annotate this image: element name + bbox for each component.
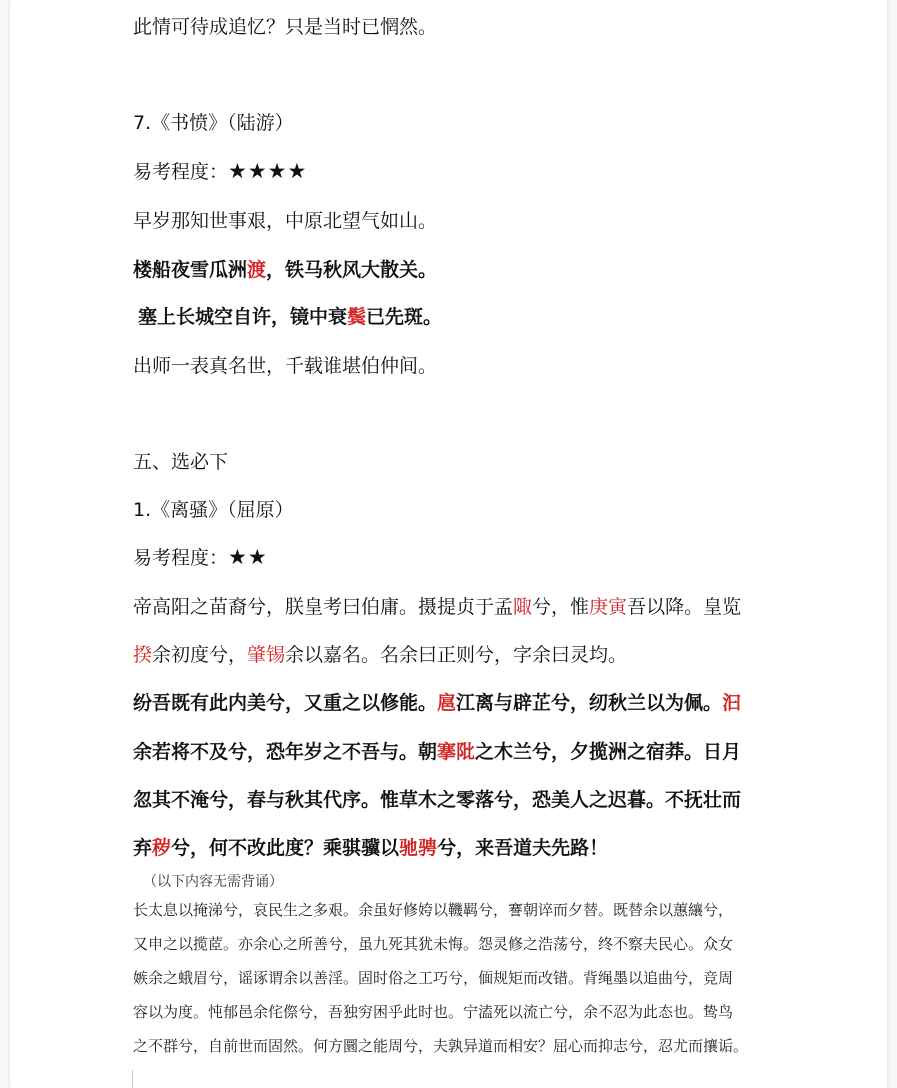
poem7-line-3: 塞上长城空自许，镜中衰鬓已先斑。 [138,306,443,328]
key-char: 鬓 [347,306,367,328]
key-char: 揆 [133,644,153,666]
lisao-bold-line-1: 纷吾既有此内美兮，又重之以修能。扈江离与辟芷兮，纫秋兰以为佩。汩 [133,692,742,714]
lisao-line-1: 帝高阳之苗裔兮，朕皇考曰伯庸。摄提贞于孟陬兮，惟庚寅吾以降。皇览 [133,596,742,618]
lisao-bold-line-4: 弃秽兮，何不改此度？乘骐骥以驰骋兮，来吾道夫先路！ [133,837,609,859]
key-char: 扈 [437,692,457,714]
document-page [10,0,887,1088]
key-char: 汩 [722,692,742,714]
prev-poem-tail: 此情可待成追忆？只是当时已惘然。 [133,16,438,38]
lisao-title: 1.《离骚》（屈原） [133,499,294,521]
poem7-difficulty [133,157,307,184]
small-text-line: 容以为度。忳郁邑余侘傺兮，吾独穷困乎此时也。宁溘死以流亡兮，余不忍为此态也。鸷鸟 [133,1003,734,1021]
page-margin-guide [132,1070,133,1088]
difficulty-label: 易考程度： [133,547,229,569]
small-text-line: 之不群兮，自前世而固然。何方圜之能周兮，夫孰异道而相安？屈心而抑志兮，忍尤而攘诟。 [133,1037,749,1055]
small-text-line: 嫉余之蛾眉兮，谣诼谓余以善淫。固时俗之工巧兮，偭规矩而改错。背绳墨以追曲兮，竞周 [133,969,734,987]
lisao-difficulty [133,543,268,570]
key-char: 渡 [247,259,267,281]
key-char: 搴阰 [437,741,476,763]
poem7-line-4: 出师一表真名世，千载谁堪伯仲间。 [133,355,438,377]
key-char: 秽 [152,837,172,859]
lisao-bold-line-2: 余若将不及兮，恐年岁之不吾与。朝搴阰之木兰兮，夕揽洲之宿莽。日月 [133,741,742,763]
key-char: 肇锡 [247,644,286,666]
no-recite-note: （以下内容无需背诵） [143,874,283,890]
lisao-bold-line-3: 忽其不淹兮，春与秋其代序。惟草木之零落兮，恐美人之迟暮。不抚壮而 [133,789,742,811]
section-heading: 五、选必下 [133,451,229,473]
difficulty-label: 易考程度： [133,161,229,183]
key-char: 陬 [513,596,533,618]
star-rating-icon: ★★ [228,545,268,569]
poem7-line-1: 早岁那知世事艰，中原北望气如山。 [133,210,438,232]
lisao-line-2: 揆余初度兮，肇锡余以嘉名。名余曰正则兮，字余曰灵均。 [133,644,628,666]
poem7-line-2: 楼船夜雪瓜洲渡，铁马秋风大散关。 [133,259,438,281]
star-rating-icon: ★★★★ [228,159,308,183]
small-text-line: 长太息以掩涕兮，哀民生之多艰。余虽好修姱以鞿羁兮，謇朝谇而夕替。既替余以蕙纕兮， [133,901,734,919]
key-char: 庚寅 [589,596,628,618]
poem7-title: 7.《书愤》（陆游） [133,112,294,134]
small-text-line: 又申之以揽茝。亦余心之所善兮，虽九死其犹未悔。怨灵修之浩荡兮，终不察夫民心。众女 [133,935,734,953]
key-char: 驰骋 [399,837,438,859]
